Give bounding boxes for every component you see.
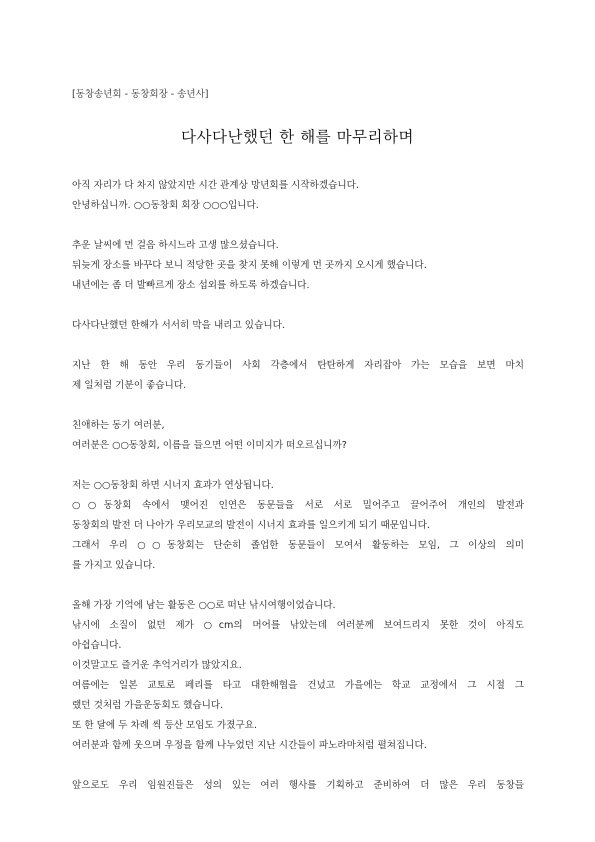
text-line: 제 일처럼 기분이 좋습니다. (72, 380, 187, 391)
paragraph-gap (72, 396, 524, 416)
text-line: 지난 한 해 동안 우리 동기들이 사회 각층에서 탄탄하게 자리잡아 가는 모습을 보면 마치 (72, 360, 524, 371)
text-line: ○○동창회 속에서 맺어진 인연은 동문들을 서로 서로 밀어주고 끌어주어 개인의 발전과 (72, 500, 524, 511)
document-title: 다사다난했던 한 해를 마무리하며 (181, 128, 414, 146)
text-line: 를 가지고 있습니다. (72, 560, 156, 571)
paragraph-gap (72, 216, 524, 236)
header-tag: [동창송년회 - 동창회장 - 송년사] (72, 89, 209, 100)
text-line: 뒤늦게 장소를 바꾸다 보니 적당한 곳을 찾지 못해 이렇게 먼 곳까지 오시게 했습니다. (72, 260, 427, 271)
paragraph-gap (72, 576, 524, 596)
text-line: 여러분과 함께 웃으며 우정을 함께 나누었던 지난 시간들이 파노라마처럼 펼쳐집니다. (72, 740, 427, 751)
paragraph-gap (72, 756, 524, 776)
body-text (72, 176, 524, 796)
text-line: 동창회의 발전 더 나아가 우리모교의 발전이 시너지 효과를 일으키게 되기 때문입니다. (72, 520, 430, 531)
paragraph-gap (72, 456, 524, 476)
text-line: 추운 날씨에 먼 걸음 하시느라 고생 많으셨습니다. (72, 240, 279, 251)
text-line: 다사다난했던 한해가 서서히 막을 내리고 있습니다. (72, 320, 285, 331)
text-line: 여름에는 일본 교토로 페리를 타고 대한해협을 건넜고 가을에는 학교 교정에서 그 시절 그 (72, 680, 524, 691)
text-line: 랬던 것처럼 가을운동회도 했습니다. (72, 700, 224, 711)
text-line: 이것말고도 즐거운 추억거리가 많았지요. (72, 660, 242, 671)
paragraph-gap (72, 336, 524, 356)
text-line: 그래서 우리 ○○동창회는 단순히 졸업한 동문들이 모여서 활동하는 모임, 그 이상의 의미 (72, 540, 524, 551)
text-line: 친애하는 동기 여러분, (72, 420, 165, 431)
text-line: 여러분은 ○○동창회, 이름을 들으면 어떤 이미지가 떠오르십니까? (72, 440, 347, 451)
text-line: 안녕하십니까. ○○동창회 회장 ○○○입니다. (72, 200, 259, 211)
text-line: 낚시에 소질이 없던 제가 ○cm의 머어를 낚았는데 여러분께 보여드리지 못한 것이 아직도 (72, 620, 524, 631)
text-line: 앞으로도 우리 임원진들은 성의 있는 여러 행사를 기획하고 준비하여 더 많은 우리 동창들 (72, 780, 524, 791)
text-line: 또 한 달에 두 차례 씩 등산 모임도 가졌구요. (72, 720, 257, 731)
text-line: 올해 가장 기억에 남는 활동은 ○○로 떠난 낚시여행이었습니다. (72, 600, 336, 611)
text-line: 아직 자리가 다 차지 않았지만 시간 관계상 망년회를 시작하겠습니다. (72, 180, 359, 191)
text-line: 아쉽습니다. (72, 640, 122, 651)
paragraph-gap (72, 296, 524, 316)
text-line: 내년에는 좀 더 발빠르게 장소 섭외를 하도록 하겠습니다. (72, 280, 310, 291)
text-line: 저는 ○○동창회 하면 시너지 효과가 연상됩니다. (72, 480, 274, 491)
